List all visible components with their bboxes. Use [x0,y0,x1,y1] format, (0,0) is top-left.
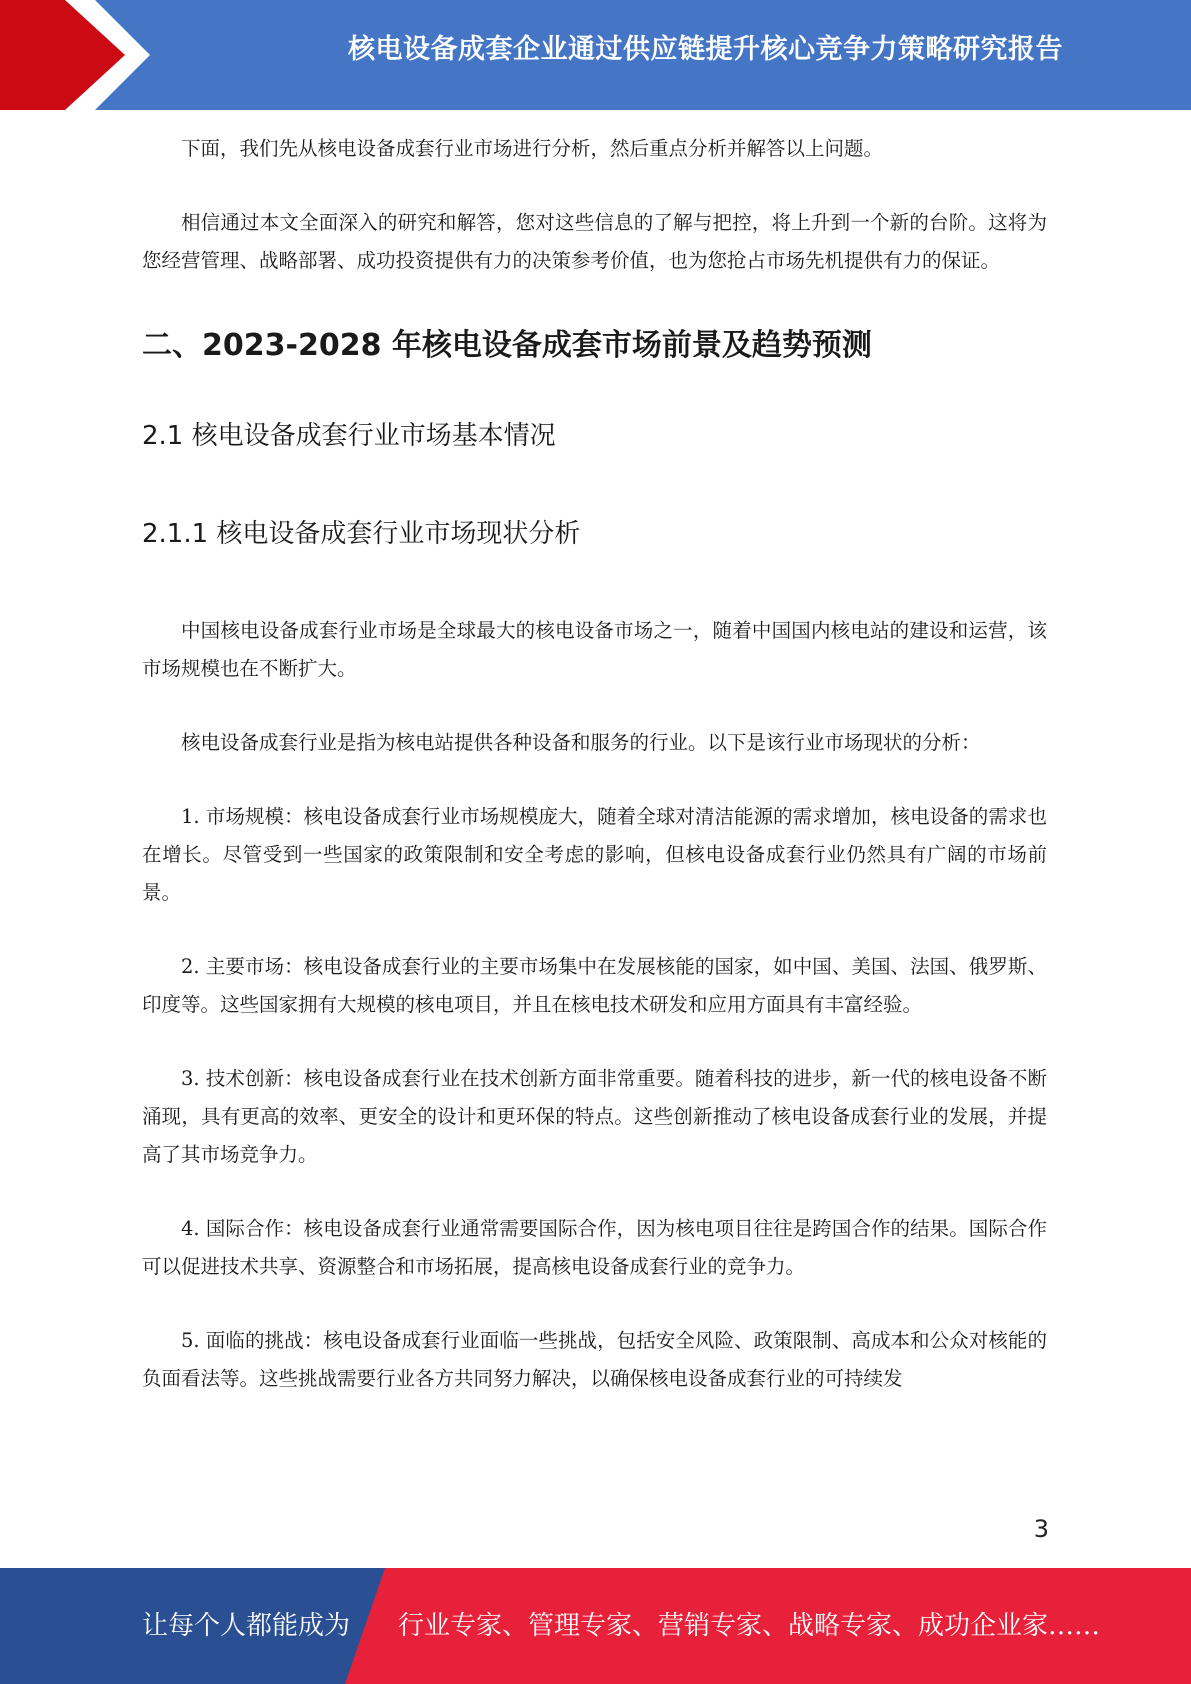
list-paragraph: 5. 面临的挑战：核电设备成套行业面临一些挑战，包括安全风险、政策限制、高成本和公众对核能的负面看法等。这些挑战需要行业各方共同努力解决，以确保核电设备成套行业的可持续发 [142,1329,1047,1390]
body-paragraph: 核电设备成套行业是指为核电站提供各种设备和服务的行业。以下是该行业市场现状的分析： [181,731,981,754]
footer-slogan-left: 让每个人都能成为 [142,1611,351,1641]
page-number: 3 [1033,1515,1049,1543]
section-heading: 二、2023-2028 年核电设备成套市场前景及趋势预测 [142,328,872,363]
list-paragraph: 4. 国际合作：核电设备成套行业通常需要国际合作，因为核电项目往往是跨国合作的结果。国际合作可以促进技术共享、资源整合和市场拓展，提高核电设备成套行业的竞争力。 [142,1217,1047,1278]
intro-paragraph: 相信通过本文全面深入的研究和解答，您对这些信息的了解与把控，将上升到一个新的台阶。这将为您经营管理、战略部署、成功投资提供有力的决策参考价值，也为您抢占市场先机提供有力的保证。 [142,211,1047,272]
intro-paragraph: 下面，我们先从核电设备成套行业市场进行分析，然后重点分析并解答以上问题。 [181,137,884,160]
footer-slogan-right: 行业专家、管理专家、营销专家、战略专家、成功企业家…… [398,1611,1101,1641]
list-paragraph: 3. 技术创新：核电设备成套行业在技术创新方面非常重要。随着科技的进步，新一代的核电设备不断涌现，具有更高的效率、更安全的设计和更环保的特点。这些创新推动了核电设备成套行业的发展，并提高了其市场竞争力。 [142,1067,1047,1166]
list-paragraph: 1. 市场规模：核电设备成套行业市场规模庞大，随着全球对清洁能源的需求增加，核电设备的需求也在增长。尽管受到一些国家的政策限制和安全考虑的影响，但核电设备成套行业仍然具有广阔的市场前景。 [142,805,1047,904]
subsubsection-heading: 2.1.1 核电设备成套行业市场现状分析 [142,519,581,549]
body-paragraph: 中国核电设备成套行业市场是全球最大的核电设备市场之一，随着中国国内核电站的建设和运营，该市场规模也在不断扩大。 [142,619,1047,680]
document-content [142,130,1047,1434]
header-chevron-decoration [0,0,160,110]
list-paragraph: 2. 主要市场：核电设备成套行业的主要市场集中在发展核能的国家，如中国、美国、法国、俄罗斯、印度等。这些国家拥有大规模的核电项目，并且在核电技术研发和应用方面具有丰富经验。 [142,955,1047,1016]
header-title: 核电设备成套企业通过供应链提升核心竞争力策略研究报告 [348,34,1063,65]
subsection-heading: 2.1 核电设备成套行业市场基本情况 [142,421,556,451]
footer-banner [0,1568,1191,1684]
header-banner [0,0,1191,110]
